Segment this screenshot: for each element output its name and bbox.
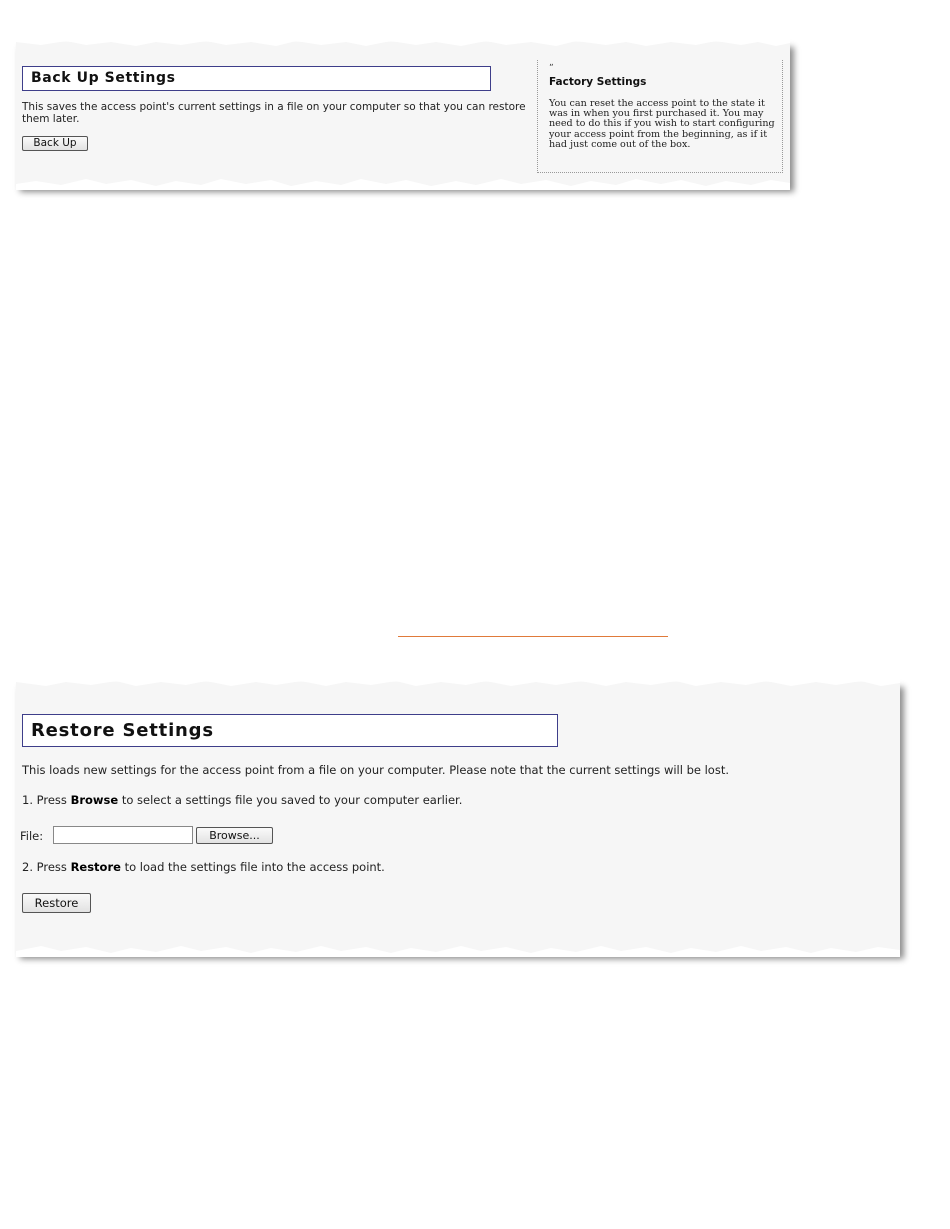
restore-description: This loads new settings for the access point from a file on your computer. Please note that the current settings will be lost. bbox=[22, 763, 730, 777]
backup-description: This saves the access point's current settings in a file on your computer so that you can restore them later. bbox=[22, 101, 526, 125]
sidebar-marker: „ bbox=[549, 58, 554, 68]
restore-button[interactable]: Restore bbox=[22, 893, 91, 913]
backup-settings-panel bbox=[16, 42, 790, 187]
step1-prefix: 1. Press bbox=[22, 793, 71, 807]
step2-bold: Restore bbox=[70, 860, 121, 874]
step2-prefix: 2. Press bbox=[22, 860, 71, 874]
file-input[interactable] bbox=[53, 826, 193, 844]
restore-title: Restore Settings bbox=[22, 714, 558, 747]
step1-suffix: to select a settings file you saved to your computer earlier. bbox=[118, 793, 463, 807]
separator-line bbox=[398, 636, 668, 637]
torn-edge-bottom bbox=[16, 178, 790, 190]
back-up-button[interactable]: Back Up bbox=[22, 136, 88, 151]
file-label: File: bbox=[20, 829, 44, 843]
restore-settings-panel bbox=[16, 682, 900, 954]
torn-edge-top bbox=[16, 39, 790, 49]
browse-button[interactable]: Browse... bbox=[196, 827, 273, 844]
step1-bold: Browse bbox=[70, 793, 119, 807]
torn-edge-top bbox=[16, 679, 900, 689]
step2-suffix: to load the settings file into the access point. bbox=[120, 860, 385, 874]
torn-edge-bottom bbox=[16, 945, 900, 957]
backup-title: Back Up Settings bbox=[22, 66, 491, 91]
factory-settings-text: You can reset the access point to the state it was in when you first purchased it. You may need to do this if you wish to start configuring your access point from the beginning, as if it had just come out of the box. bbox=[549, 98, 775, 150]
restore-step-1 bbox=[22, 794, 462, 806]
factory-settings-sidebar bbox=[537, 60, 783, 173]
restore-step-2 bbox=[22, 861, 385, 873]
factory-settings-title: Factory Settings bbox=[549, 76, 647, 88]
